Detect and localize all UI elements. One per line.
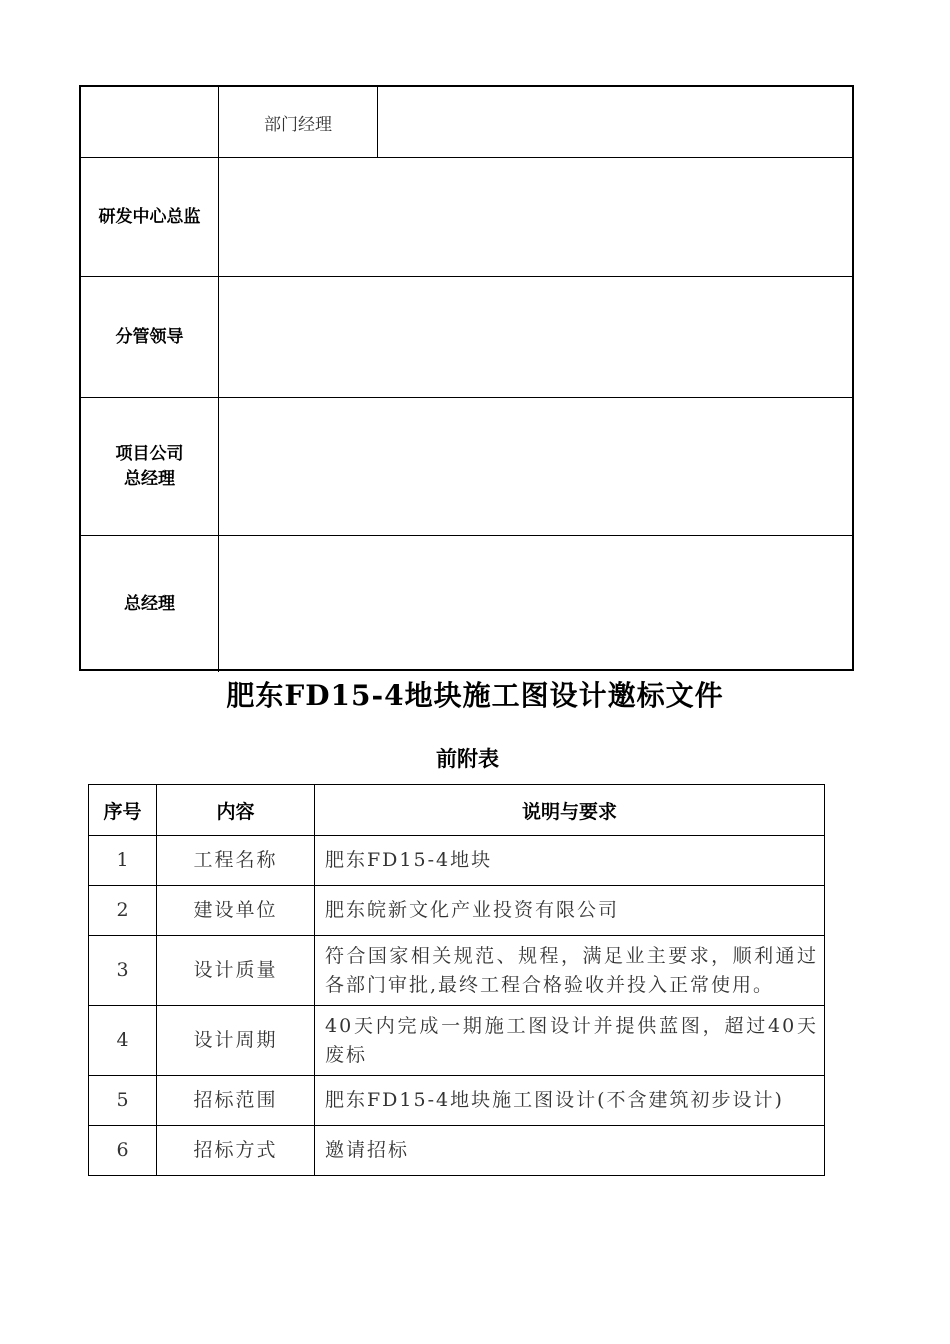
cell-no: 6 bbox=[89, 1126, 157, 1176]
cell-no: 2 bbox=[89, 886, 157, 936]
cell-item: 工程名称 bbox=[157, 836, 315, 886]
cell-no: 1 bbox=[89, 836, 157, 886]
approval-table bbox=[79, 85, 854, 671]
cell-desc: 邀请招标 bbox=[315, 1126, 825, 1176]
cell-item: 招标方式 bbox=[157, 1126, 315, 1176]
attachment-title: 前附表 bbox=[436, 747, 499, 771]
approval-label: 分管领导 bbox=[81, 277, 219, 398]
approval-row bbox=[81, 276, 852, 398]
table-row bbox=[89, 1076, 825, 1126]
table-row bbox=[89, 886, 825, 936]
cell-item: 建设单位 bbox=[157, 886, 315, 936]
approval-label bbox=[81, 398, 219, 536]
header-item: 内容 bbox=[157, 785, 315, 836]
cell-item: 设计周期 bbox=[157, 1006, 315, 1076]
approval-row bbox=[81, 87, 852, 157]
approval-sublabel: 部门经理 bbox=[219, 87, 378, 157]
attachment-table bbox=[88, 784, 825, 1176]
approval-label-line: 项目公司 bbox=[115, 444, 184, 464]
cell-desc: 肥东FD15-4地块 bbox=[315, 836, 825, 886]
cell-item: 招标范围 bbox=[157, 1076, 315, 1126]
table-row bbox=[89, 836, 825, 886]
approval-row bbox=[81, 157, 852, 277]
cell-desc: 40天内完成一期施工图设计并提供蓝图，超过40天废标 bbox=[315, 1006, 825, 1076]
approval-label-line: 总经理 bbox=[124, 469, 175, 489]
cell-no: 3 bbox=[89, 936, 157, 1006]
table-header-row bbox=[89, 785, 825, 836]
approval-label: 研发中心总监 bbox=[81, 158, 219, 277]
document-title: 肥东FD15-4地块施工图设计邀标文件 bbox=[226, 679, 724, 712]
approval-label: 总经理 bbox=[81, 536, 219, 672]
approval-label bbox=[81, 87, 219, 157]
approval-row bbox=[81, 397, 852, 536]
table-row bbox=[89, 1006, 825, 1076]
cell-no: 4 bbox=[89, 1006, 157, 1076]
header-desc: 说明与要求 bbox=[315, 785, 825, 836]
cell-desc: 符合国家相关规范、规程，满足业主要求，顺利通过各部门审批,最终工程合格验收并投入正常使用。 bbox=[315, 936, 825, 1006]
cell-no: 5 bbox=[89, 1076, 157, 1126]
table-row bbox=[89, 1126, 825, 1176]
cell-desc: 肥东皖新文化产业投资有限公司 bbox=[315, 886, 825, 936]
approval-row bbox=[81, 535, 852, 672]
cell-desc: 肥东FD15-4地块施工图设计(不含建筑初步设计) bbox=[315, 1076, 825, 1126]
cell-item: 设计质量 bbox=[157, 936, 315, 1006]
header-no: 序号 bbox=[89, 785, 157, 836]
table-row bbox=[89, 936, 825, 1006]
